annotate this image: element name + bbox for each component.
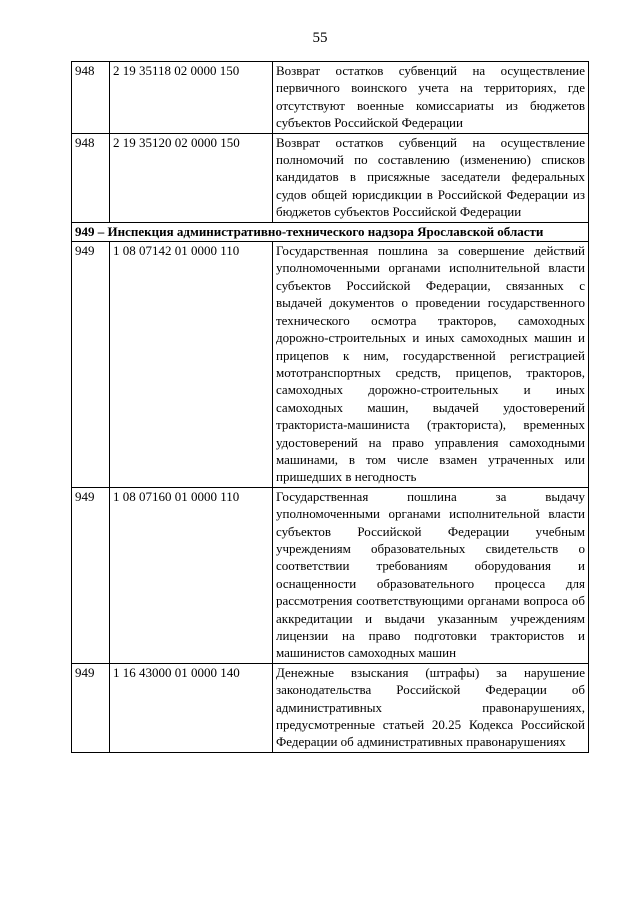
section-title: 949 – Инспекция административно-технического надзора Ярославской области xyxy=(72,222,589,241)
admin-code: 948 xyxy=(72,62,110,134)
budget-classification-code: 1 08 07142 01 0000 110 xyxy=(110,242,273,488)
table-row xyxy=(72,242,589,488)
section-header-row xyxy=(72,222,589,241)
admin-code: 948 xyxy=(72,133,110,222)
table-row xyxy=(72,663,589,752)
table-row xyxy=(72,62,589,134)
admin-code: 949 xyxy=(72,663,110,752)
budget-classification-code: 1 08 07160 01 0000 110 xyxy=(110,487,273,663)
table-row xyxy=(72,133,589,222)
income-description: Возврат остатков субвенций на осуществление полномочий по составлению (изменению) списков кандидатов в присяжные заседатели федеральных судов общей юрисдикции в Российской Федерации из бюджетов субъектов Российской Федерации xyxy=(273,133,589,222)
table-row xyxy=(72,487,589,663)
budget-classification-code: 2 19 35120 02 0000 150 xyxy=(110,133,273,222)
admin-code: 949 xyxy=(72,242,110,488)
budget-codes-table xyxy=(71,61,589,753)
income-description: Государственная пошлина за совершение действий уполномоченными органами исполнительной власти субъектов Российской Федерации, связанных с выдачей документов о проведении государственного технического осмотра тракторов, самоходных дорожно-строительных и иных самоходных машин и прицепов к ним, государственной регистрацией мототранспортных средств, прицепов, тракторов, самоходных дорожно-строительных и иных самоходных машин, выдачей удостоверений тракториста-машиниста (тракториста), временных удостоверений на право управления самоходными машинами, в том числе взамен утраченных или пришедших в негодность xyxy=(273,242,589,488)
income-description: Возврат остатков субвенций на осуществление первичного воинского учета на территориях, где отсутствуют военные комиссариаты из бюджетов субъектов Российской Федерации xyxy=(273,62,589,134)
budget-classification-code: 2 19 35118 02 0000 150 xyxy=(110,62,273,134)
income-description: Денежные взыскания (штрафы) за нарушение законодательства Российской Федерации об административных правонарушениях, предусмотренные статьей 20.25 Кодекса Российской Федерации об административных правонарушениях xyxy=(273,663,589,752)
page-number: 55 xyxy=(312,30,328,46)
income-description: Государственная пошлина за выдачу уполномоченными органами исполнительной власти субъектов Российской Федерации учебным учреждениям образовательных свидетельств о соответствии требованиям оборудования и оснащенности образовательного процесса для рассмотрения соответствующими органами вопроса об аккредитации и выдачи указанным учреждениям лицензии на право подготовки трактористов и машинистов самоходных машин xyxy=(273,487,589,663)
admin-code: 949 xyxy=(72,487,110,663)
budget-classification-code: 1 16 43000 01 0000 140 xyxy=(110,663,273,752)
